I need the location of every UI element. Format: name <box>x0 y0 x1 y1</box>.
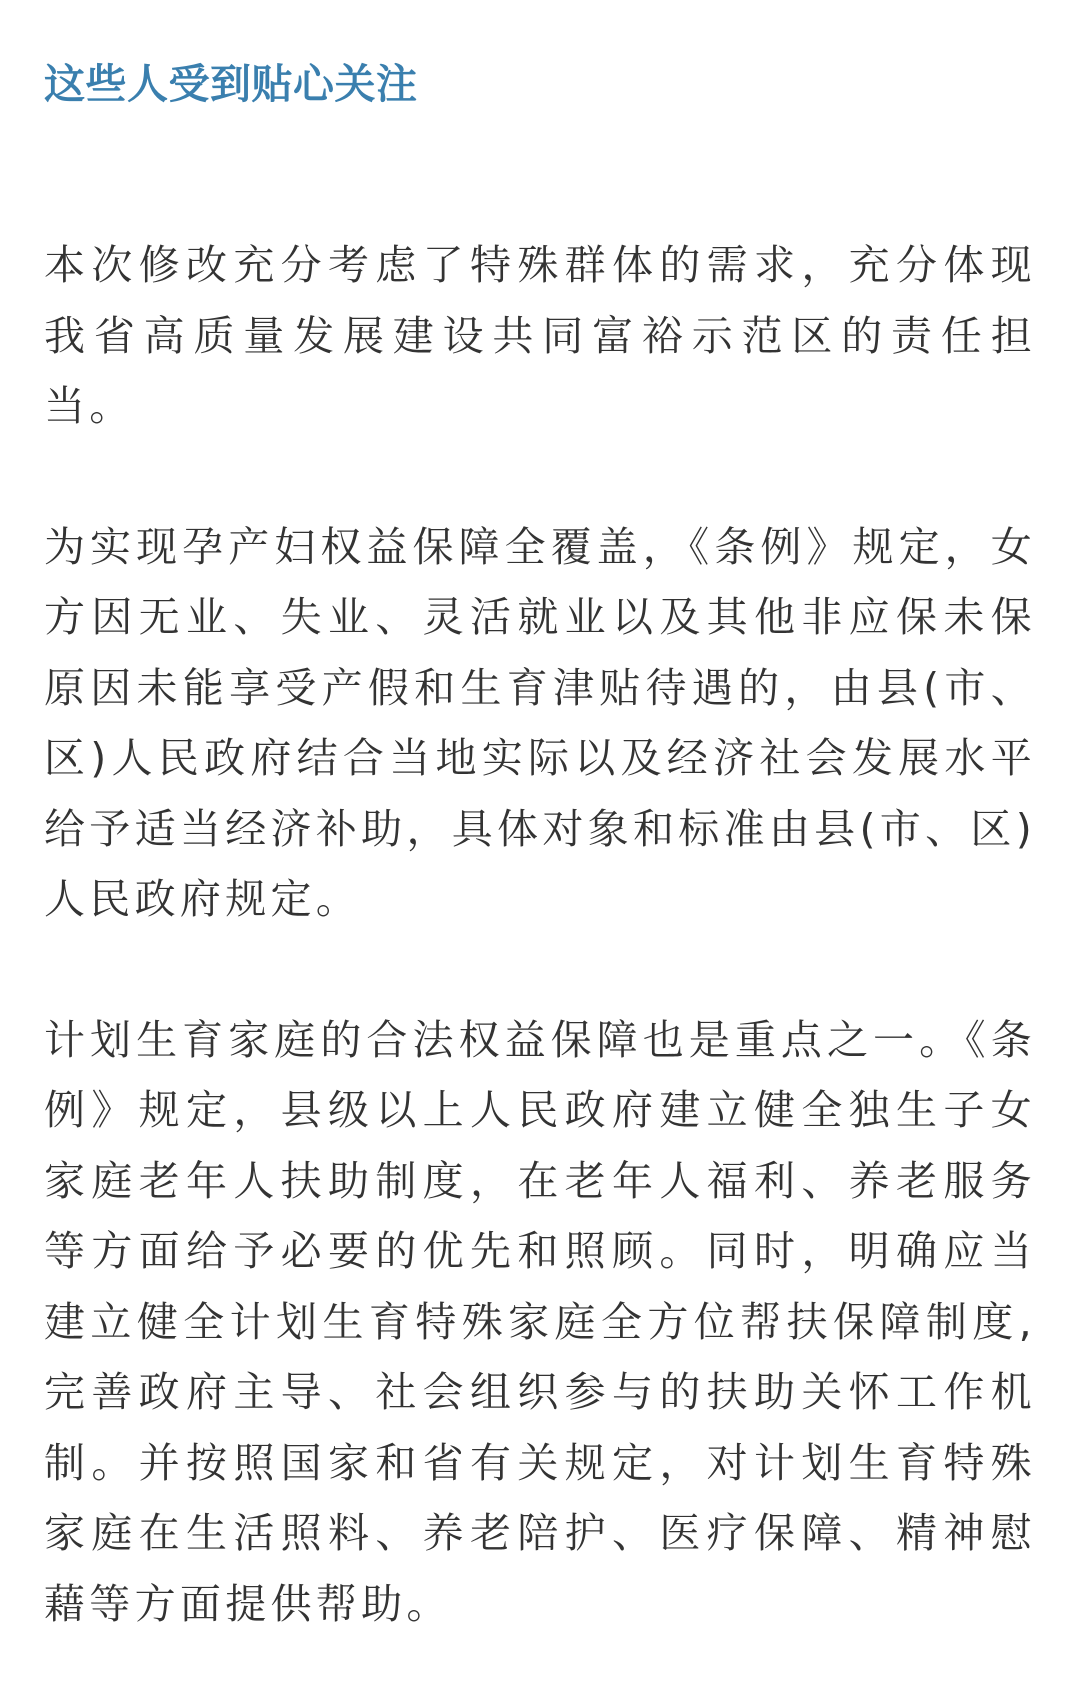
paragraph-special-groups: 本次修改充分考虑了特殊群体的需求，充分体现我省高质量发展建设共同富裕示范区的责任担当。 <box>44 241 1036 430</box>
paragraph-family-planning: 计划生育家庭的合法权益保障也是重点之一。《条例》规定，县级以上人民政府建立健全独生子女家庭老年人扶助制度，在老年人福利、养老服务等方面给予必要的优先和照顾。同时，明确应当建立健全计划生育特殊家庭全方位帮扶保障制度,完善政府主导、社会组织参与的扶助关怀工作机制。并按照国家和省有关规定，对计划生育特殊家庭在生活照料、养老陪护、医疗保障、精神慰藉等方面提供帮助。 <box>44 1015 1036 1628</box>
paragraph-maternal-rights: 为实现孕产妇权益保障全覆盖，《条例》规定，女方因无业、失业、灵活就业以及其他非应保未保原因未能享受产假和生育津贴待遇的，由县(市、区)人民政府结合当地实际以及经济社会发展水平给予适当经济补助，具体对象和标准由县(市、区)人民政府规定。 <box>44 522 1036 923</box>
section-title: 这些人受到贴心关注 <box>44 60 418 108</box>
